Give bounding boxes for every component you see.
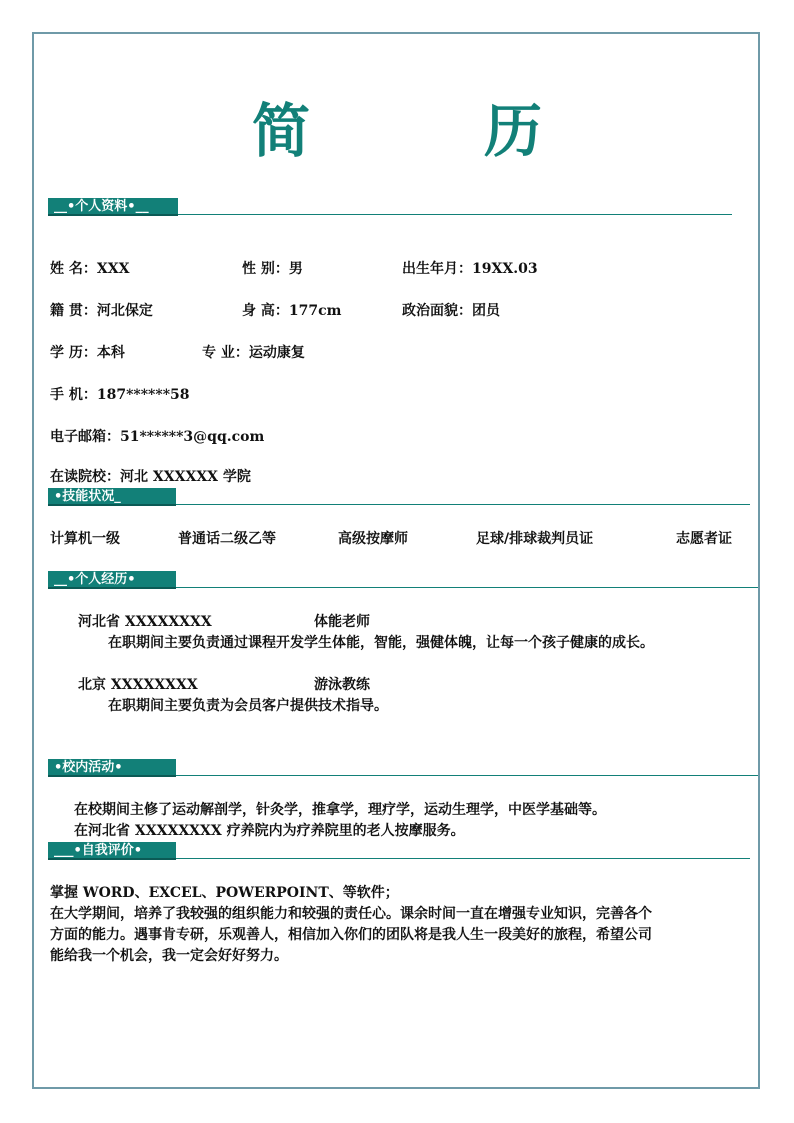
experience-desc: 在职期间主要负责通过课程开发学生体能，智能，强健体魄，让每一个孩子健康的成长。 — [108, 635, 654, 651]
field-height: 身 高：177cm — [242, 303, 342, 319]
section-divider — [176, 775, 758, 776]
campus-line: 在河北省 XXXXXXXX 疗养院内为疗养院里的老人按摩服务。 — [74, 823, 465, 839]
field-hometown: 籍 贯：河北保定 — [50, 303, 153, 319]
section-divider — [176, 587, 758, 588]
experience-desc: 在职期间主要负责为会员客户提供技术指导。 — [108, 698, 388, 714]
section-tab-skills: •技能状况_ — [48, 488, 176, 506]
skill-item: 志愿者证 — [676, 531, 732, 547]
section-divider — [178, 214, 732, 215]
skill-item: 高级按摩师 — [338, 531, 408, 547]
section-tab-personal: __•个人资料•__ — [48, 198, 178, 216]
field-email: 电子邮箱：51******3@qq.com — [50, 429, 265, 445]
field-politics: 政治面貌：团员 — [402, 303, 500, 319]
evaluation-line: 掌握 WORD、EXCEL、POWERPOINT、等软件； — [50, 885, 399, 901]
resume-title: 简 历 — [251, 97, 600, 165]
skill-item: 计算机一级 — [50, 531, 120, 547]
section-tab-campus: •校内活动• — [48, 759, 176, 777]
field-name: 姓 名：XXX — [50, 261, 130, 277]
evaluation-line: 能给我一个机会，我一定会好好努力。 — [50, 948, 288, 964]
field-gender: 性 别：男 — [242, 261, 303, 277]
experience-place: 河北省 XXXXXXXX — [78, 614, 212, 630]
section-header-experience — [48, 571, 758, 589]
skill-item: 普通话二级乙等 — [178, 531, 276, 547]
field-education: 学 历：本科 — [50, 345, 125, 361]
field-phone: 手 机：187******58 — [50, 387, 190, 403]
skill-item: 足球/排球裁判员证 — [476, 531, 594, 547]
section-header-personal — [48, 198, 732, 216]
experience-place: 北京 XXXXXXXX — [78, 677, 198, 693]
evaluation-line: 在大学期间，培养了我较强的组织能力和较强的责任心。课余时间一直在增强专业知识，完善各个 — [50, 906, 652, 922]
field-birth: 出生年月：19XX.03 — [402, 261, 538, 277]
section-tab-experience: __•个人经历• — [48, 571, 176, 589]
section-tab-evaluation: ___•自我评价• — [48, 842, 176, 860]
evaluation-line: 方面的能力。遇事肯专研，乐观善人，相信加入你们的团队将是我人生一段美好的旅程，希望公司 — [50, 927, 652, 943]
section-header-evaluation — [48, 842, 750, 860]
campus-line: 在校期间主修了运动解剖学，针灸学，推拿学，理疗学，运动生理学，中医学基础等。 — [74, 802, 606, 818]
experience-role: 游泳教练 — [314, 677, 370, 693]
section-divider — [176, 858, 750, 859]
field-major: 专 业：运动康复 — [202, 345, 305, 361]
experience-role: 体能老师 — [314, 614, 370, 630]
section-divider — [176, 504, 750, 505]
section-header-campus — [48, 759, 758, 777]
section-header-skills — [48, 488, 750, 506]
field-school: 在读院校：河北 XXXXXX 学院 — [50, 469, 251, 485]
